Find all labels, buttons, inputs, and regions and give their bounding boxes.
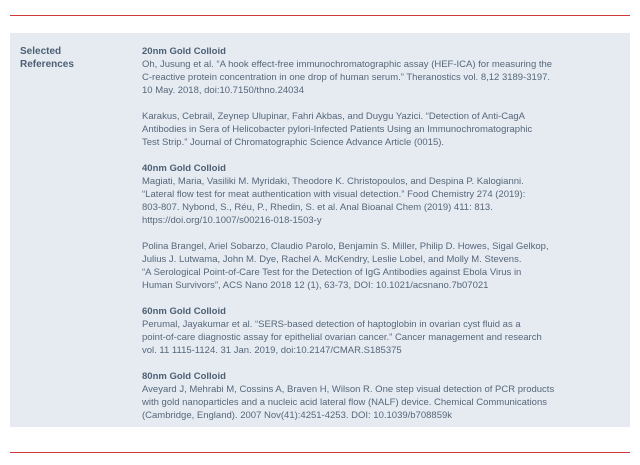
section-title-60nm: 60nm Gold Colloid <box>142 306 226 317</box>
references-panel <box>10 33 630 427</box>
reference-item: Perumal, Jayakumar et al. “SERS-based detection of haptoglobin in ovarian cyst fluid as a point-of-care diagnostic assay for epithelial ovarian cancer.” Cancer management and research vol. 11 1115-1124. 31 Jan. 2019, doi:10.2147/CMAR.S185375 <box>142 319 542 356</box>
reference-item: Magiati, Maria, Vasiliki M. Myridaki, Theodore K. Christopoulos, and Despina P. Kalogianni. “Lateral flow test for meat authentication with visual detection.” Food Chemistry 274 (2019): 803-807. Nybond, S., Réu, P., Rhedin, S. et al. Anal Bioanal Chem (2019) 411: 813. https://doi.org/10.1007/s00216-018-1503-y <box>142 176 526 226</box>
selected-references-label: Selected References <box>20 46 74 70</box>
top-divider <box>10 15 630 16</box>
section-title-80nm: 80nm Gold Colloid <box>142 371 226 382</box>
bottom-divider <box>10 452 630 453</box>
reference-item: Polina Brangel, Ariel Sobarzo, Claudio Parolo, Benjamin S. Miller, Philip D. Howes, Sigal Gelkop, Julius J. Lutwama, John M. Dye, Rachel A. McKendry, Leslie Lobel, and Molly M. Stevens. “A Serological Point-of-Care Test for the Detection of IgG Antibodies against Ebola Virus in Human Survivors”, ACS Nano 2018 12 (1), 63-73, DOI: 10.1021/acsnano.7b07021 <box>142 241 549 291</box>
reference-item: Karakus, Cebrail, Zeynep Ulupinar, Fahri Akbas, and Duygu Yazici. “Detection of Anti-CagA Antibodies in Sera of Helicobacter pylori-Infected Patients Using an Immunochromatographic Test Strip.” Journal of Chromatographic Science Advance Article (0015). <box>142 111 533 148</box>
reference-item: Aveyard J, Mehrabi M, Cossins A, Braven H, Wilson R. One step visual detection of PCR products with gold nanoparticles and a nucleic acid lateral flow (NALF) device. Chemical Communications (Cambridge, England). 2007 Nov(41):4251-4253. DOI: 10.1039/b708859k <box>142 384 555 421</box>
section-title-40nm: 40nm Gold Colloid <box>142 163 226 174</box>
reference-item: Oh, Jusung et al. “A hook effect-free immunochromatographic assay (HEF-ICA) for measuring the C-reactive protein concentration in one drop of human serum.” Theranostics vol. 8,12 3189-3197. 10 May. 2018, doi:10.7150/thno.24034 <box>142 59 553 96</box>
references-content <box>142 45 622 422</box>
section-title-20nm: 20nm Gold Colloid <box>142 46 226 57</box>
